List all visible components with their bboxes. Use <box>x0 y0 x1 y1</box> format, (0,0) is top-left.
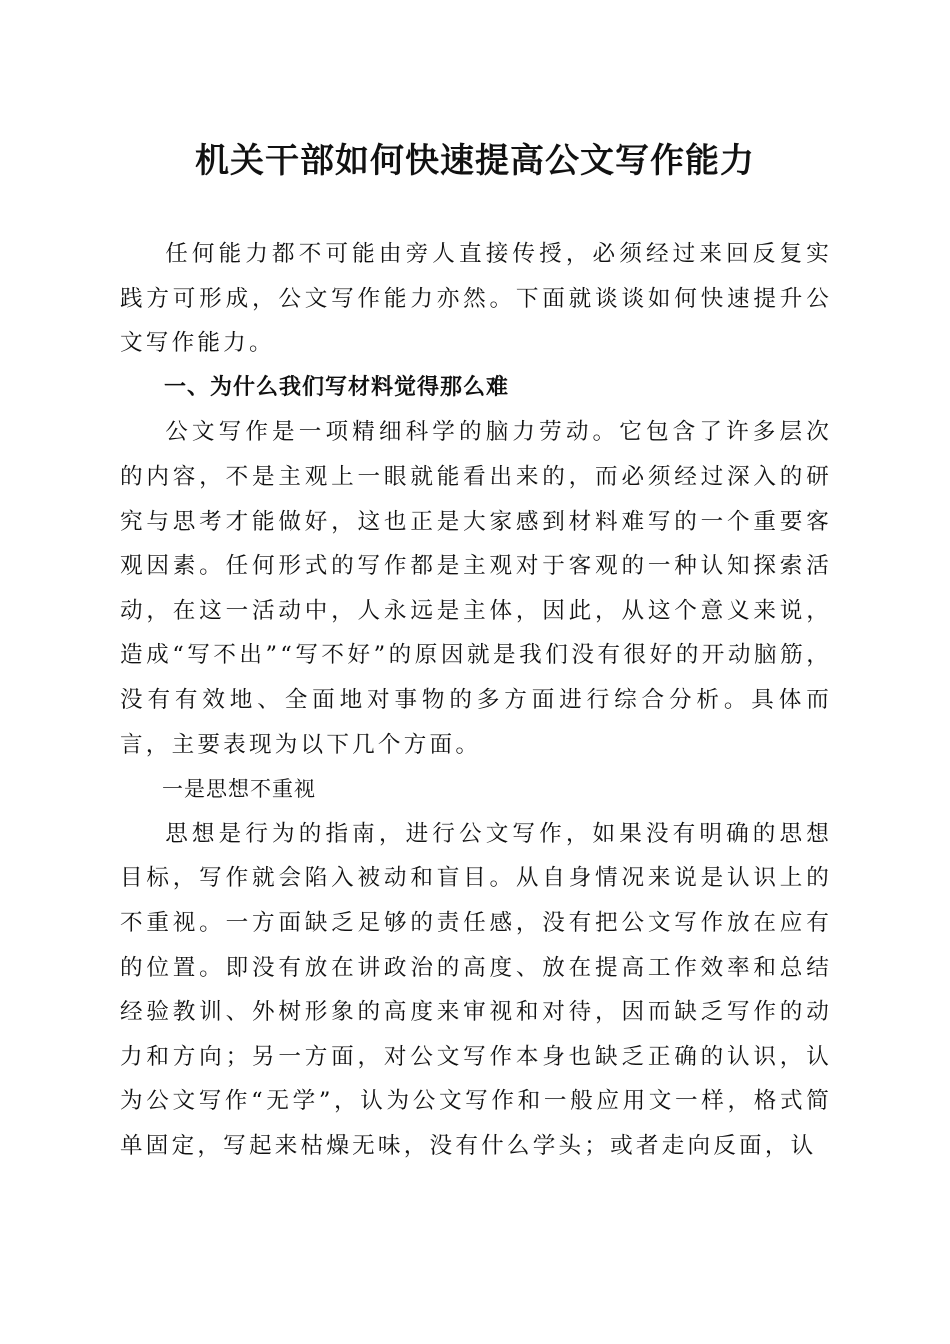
subsection-heading: 一是思想不重视 <box>162 777 316 802</box>
document-body <box>120 232 832 1168</box>
section-heading: 一、为什么我们写材料觉得那么难 <box>164 374 510 400</box>
document-title: 机关干部如何快速提高公文写作能力 <box>195 141 755 181</box>
body-paragraph: 思想是行为的指南，进行公文写作，如果没有明确的思想目标，写作就会陷入被动和盲目。从自身情况来说是认识上的不重视。一方面缺乏足够的责任感，没有把公文写作放在应有的位置。即没有放在讲政治的高度、放在提高工作效率和总结经验教训、外树形象的高度来审视和对待，因而缺乏写作的动力和方向；另一方面，对公文写作本身也缺乏正确的认识，认为公文写作“无学”，认为公文写作和一般应用文一样，格式简单固定，写起来枯燥无味，没有什么学头；或者走向反面，认 <box>120 820 832 1159</box>
intro-paragraph: 任何能力都不可能由旁人直接传授，必须经过来回反复实践方可形成，公文写作能力亦然。下面就谈谈如何快速提升公文写作能力。 <box>120 241 832 357</box>
body-paragraph: 公文写作是一项精细科学的脑力劳动。它包含了许多层次的内容，不是主观上一眼就能看出来的，而必须经过深入的研究与思考才能做好，这也正是大家感到材料难写的一个重要客观因素。任何形式的写作都是主观对于客观的一种认知探索活动，在这一活动中，人永远是主体，因此，从这个意义来说，造成“写不出”“写不好”的原因就是我们没有很好的开动脑筋，没有有效地、全面地对事物的多方面进行综合分析。具体而言，主要表现为以下几个方面。 <box>120 419 832 758</box>
